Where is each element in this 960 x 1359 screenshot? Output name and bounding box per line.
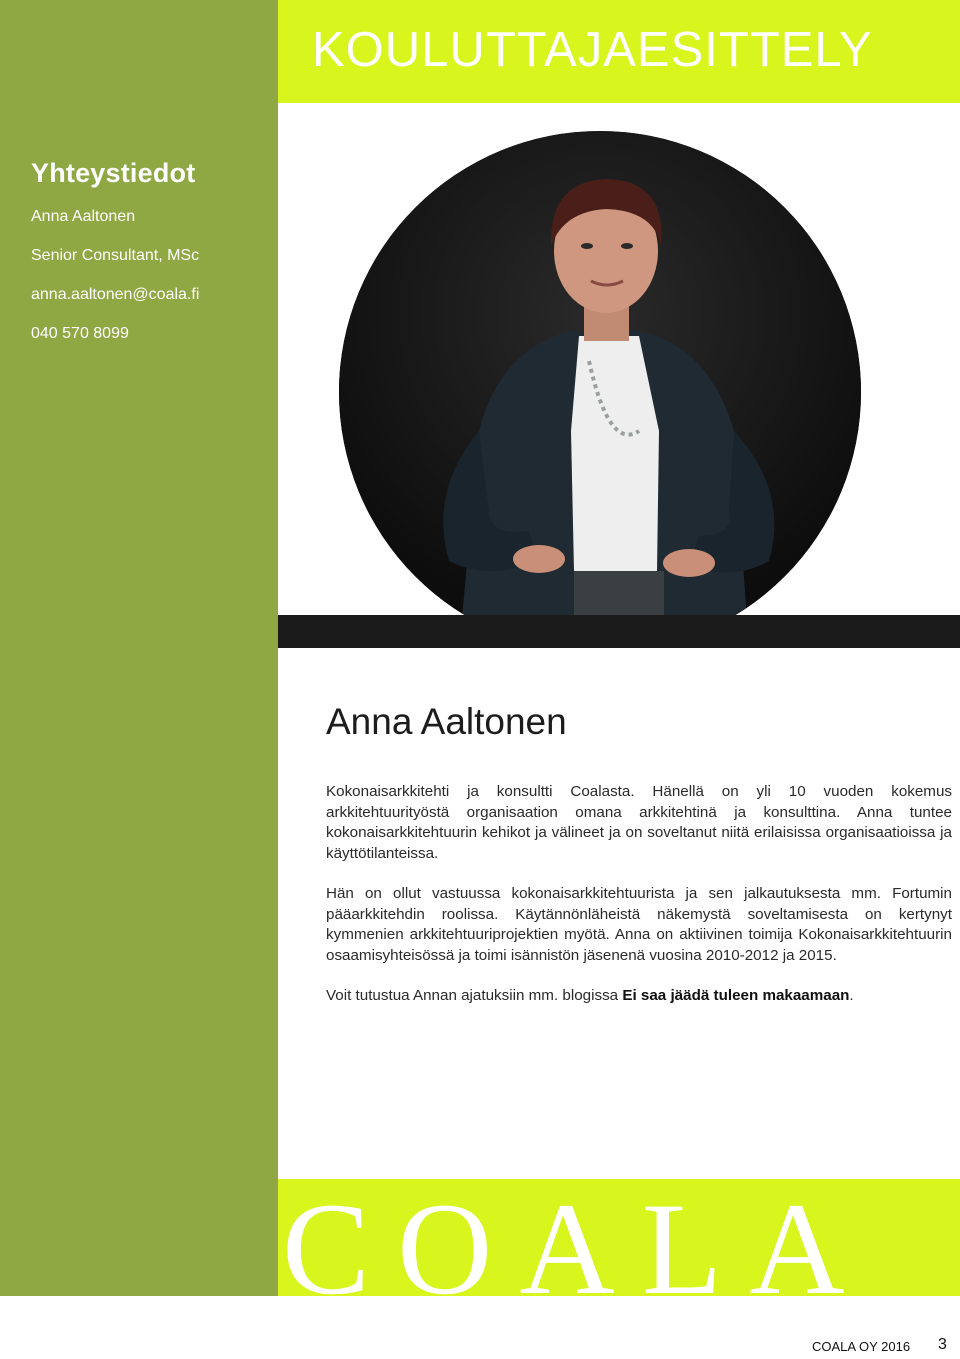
profile-paragraph-3: [326, 986, 952, 1007]
contact-info: [31, 158, 199, 363]
profile-name: Anna Aaltonen: [326, 701, 567, 742]
contact-phone: 040 570 8099: [31, 325, 129, 342]
profile-paragraph-1: Kokonaisarkkitehti ja konsultti Coalasta. Hänellä on yli 10 vuoden kokemus arkkitehtuurityöstä organisaation omana arkkitehtinä ja konsulttina. Anna tuntee kokonaisarkkitehtuurin kehikot ja välineet ja on soveltanut niitä erilaisissa organisaatioissa ja käyttötilanteissa.: [326, 783, 952, 862]
footer-company: COALA OY 2016: [812, 1339, 911, 1354]
contact-name: Anna Aaltonen: [31, 208, 136, 225]
contact-title: Senior Consultant, MSc: [31, 247, 200, 264]
profile-paragraph-2: Hän on ollut vastuussa kokonaisarkkitehtuurista ja sen jalkautuksesta mm. Fortumin pääarkkitehdin roolissa. Käytännönläheistä näkemystä soveltamisesta on kertynyt kymmenien arkkitehtuuriprojektien myötä. Anna on aktiivinen toimija Kokonaisarkkitehtuurin osaamisyhteisössä ja toimi isännistön jäsenenä vuosina 2010-2012 ja 2015.: [326, 885, 952, 964]
photo-bottom-bar: [278, 615, 960, 648]
left-sidebar: [0, 0, 278, 1296]
profile-content: [326, 700, 952, 1027]
page-number: 3: [938, 1336, 947, 1353]
coala-logo-strip: [278, 1179, 960, 1296]
portrait-illustration: [339, 131, 861, 648]
blog-link[interactable]: Ei saa jäädä tuleen makaamaan: [622, 987, 850, 1004]
contact-email[interactable]: anna.aaltonen@coala.fi: [31, 286, 200, 303]
title-banner: [278, 0, 960, 103]
blog-intro-text: Voit tutustua Annan ajatuksiin mm. blogissa: [326, 987, 623, 1004]
coala-logo: COALA: [282, 1179, 872, 1296]
portrait-area: [278, 103, 960, 648]
contact-heading: Yhteystiedot: [31, 158, 196, 188]
page-title: KOULUTTAJAESITTELY: [312, 23, 873, 77]
portrait-photo: [339, 131, 861, 648]
blog-suffix-text: .: [849, 987, 854, 1004]
